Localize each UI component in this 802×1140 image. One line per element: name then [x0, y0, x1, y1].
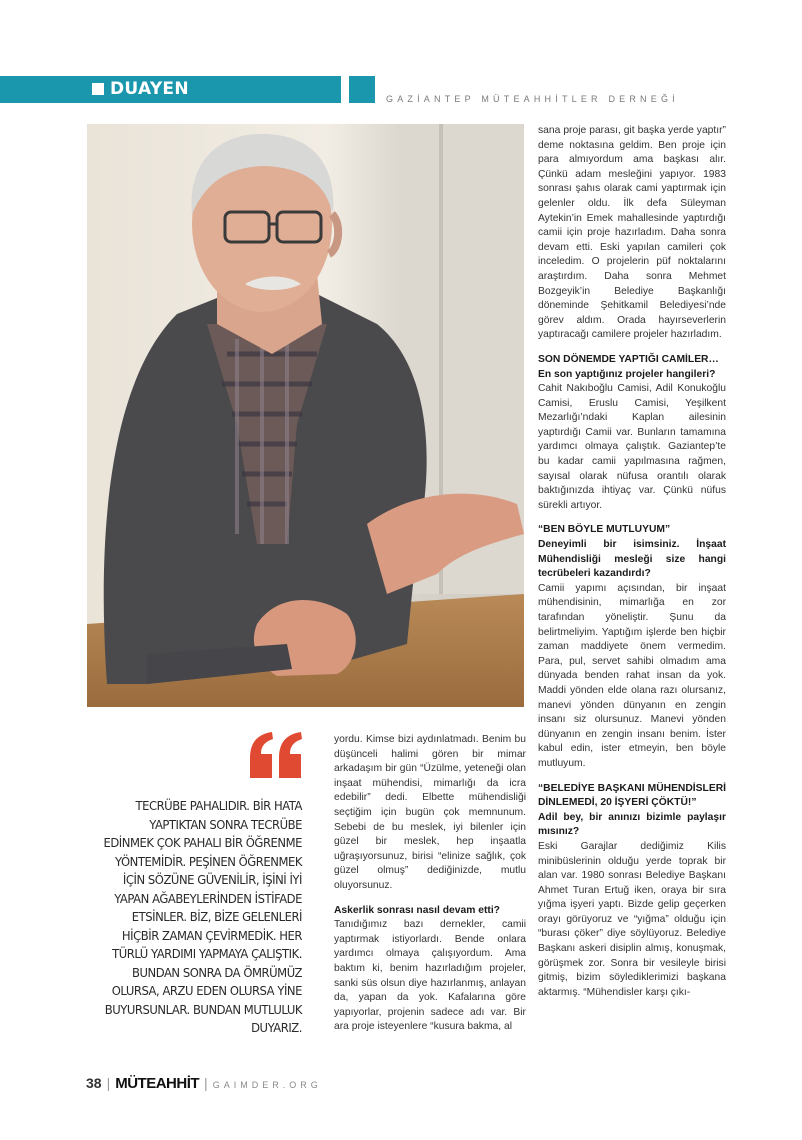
page-number: 38: [86, 1075, 102, 1091]
subheading: “BEN BÖYLE MUTLUYUM”: [538, 524, 671, 536]
pull-quote: TECRÜBE PAHALIDIR. BİR HATA YAPTIKTAN SONRA TECRÜBE EDİNMEK ÇOK PAHALI BİR ÖĞRENME YÖNTEMİDİR. PEŞİNEN ÖĞRENMEK İÇİN SÖZÜNE GÜVENİLİR, İŞİNİ İYİ YAPAN AĞABEYLERİNDEN İSTİFADE ETSİNLER. BİZ, BİZE GELENLERİ HİÇBİR ZAMAN ÇEVİRMEDİK. HER TÜRLÜ YARDIMI YAPMAYA ÇALIŞTIK. BUNDAN SONRA DA ÖMRÜMÜZ OLURSA, ARZU EDEN OLURSA YİNE BUYURSUNLAR. BUNDAN MUTLULUK DUYARIZ.: [103, 798, 302, 1035]
interview-question: Adil bey, bir anınızı bizimle paylaşır mısınız?: [538, 811, 726, 838]
magazine-brand: MÜTEAHHİT: [115, 1075, 200, 1092]
organization-name: GAZİANTEP MÜTEAHHİTLER DERNEĞİ: [386, 94, 679, 104]
subheading: “BELEDİYE BAŞKANI MÜHENDİSLERİ DİNLEMEDİ, 20 İŞYERİ ÇÖKTÜ!”: [538, 782, 726, 809]
footer-separator: |: [106, 1075, 111, 1091]
interview-question: En son yaptığınız projeler hangileri?: [538, 368, 716, 380]
subheading: SON DÖNEMDE YAPTIĞI CAMİLER…: [538, 353, 719, 365]
quote-mark-icon: [246, 730, 306, 780]
article-column-right: [538, 124, 726, 1000]
paragraph: Eski Garajlar dediğimiz Kilis minibüslerinin olduğu yerde toprak bir alan var. 1980 sonrası Belediye Başkanı Ahmet Turan Ertuğ iken, oraya bir sıra yığma işyeri yaptı. Bizde gelip geçerken orayı görüyoruz ve “yığma” olduğu için “burası çöker” diye söylüyoruz. Belediye Başkanı askeri disiplin almış, konuşmak, görüşmek zor. Sonra bir vesileyle birisi gitmiş, bizim söylediklerimizi başkana aktarmış. “Mühendisler karşı çıkı-: [538, 840, 726, 998]
paragraph: Tanıdığımız bazı dernekler, camii yaptırmak istiyorlardı. Bende onlara yardımcı olmaya çalışıyordum. Ama baktım ki, benim hazırladığım projeler, sanki süs olsun diye hazırlanmış, anlayan da, yapan da yok. Kafalarına göre yapıyorlar, projenin sadece adı var. Bir ara proje isteyenlere “kusura bakma, al: [334, 919, 526, 1033]
paragraph: Camii yapımı açısından, bir inşaat mühendisinin, mimarlığa en zor tarafından yöneliştir. Şunu da belirtmeliyim. Yaptığım işlerde ben hiçbir zaman maddiyete önem vermedim. Para, pul, servet sahibi olmadım ama dünyada benden rahat insan da yok. Maddi yönden elde olana razı olursanız, manevi yönden dünyanın en zengin insanı siz olursunuz. Manevi yönden dünyanın en zengin insanı benim. İster kabul edin, ister etmeyin, ben böyle mutluyum.: [538, 582, 726, 769]
section-label: DUAYEN: [110, 79, 189, 99]
section-square-icon: [92, 83, 104, 95]
interview-question: Deneyimli bir isimsiniz. İnşaat Mühendisliği mesleği size hangi tecrübeleri kazandırdı?: [538, 539, 726, 580]
article-column-middle: [334, 733, 526, 1035]
paragraph: sana proje parası, git başka yerde yaptır” deme noktasına geldim. Ben proje için para almıyordum ama başkası alır. Çünkü adam mesleğini yapıyor. 1983 sonrası şahıs olarak cami yaptırmak için gelenler oldu. İlk defa Süleyman Aytekin’in Emek mahallesinde yaptırdığı camii için proje hazırladım. Daha sonra devam etti. Eski yapılan camileri çok inceledim. O projelerin püf noktalarını araştırdım. Daha sonra Mehmet Bozgeyik’in Belediye Başkanlığı döneminde Şehitkamil Belediyesi’nde görev aldım. Orada hayırseverlerin yaptıracağı camilere projeler hazırladım.: [538, 125, 726, 341]
website-link[interactable]: GAIMDER.ORG: [212, 1080, 322, 1090]
interview-question: Askerlik sonrası nasıl devam etti?: [334, 904, 500, 916]
paragraph: Cahit Nakıboğlu Camisi, Adil Konukoğlu Camisi, Eruslu Camisi, Yeşilkent Mezarlığı’ndaki Kaplan ailesinin yaptırdığı Camii var. Bunların tamamına yardımcı olmaya çalıştık. Gaziantep’te bu kadar camii yapılmasına rağmen, sayısal olarak nüfusa orantılı olarak baktığınızda ihtiyaç var. Çünkü nüfus sürekli artıyor.: [538, 383, 726, 511]
header-accent-block: [349, 76, 375, 103]
footer-separator: |: [204, 1075, 208, 1091]
paragraph: yordu. Kimse bizi aydınlatmadı. Benim bu düşünceli halimi gören bir mimar arkadaşım bir gün “Üzülme, yeteneği olan inşaat mühendisi, mimarlığı da icra edebilir” dedi. Elbette mühendisliği seçtiğim için bugün çok memnunum. Sebebi de bu meslek, iyi bilenler için güzel bir meslek, hep inşaatla uğraşıyorsunuz, birisi “elinize sağlık, çok güzel olmuş” dediğinizde, mutlu oluyorsunuz.: [334, 734, 526, 891]
page-footer: [86, 1074, 322, 1094]
portrait-illustration: [87, 124, 524, 707]
portrait-photo: [87, 124, 524, 707]
